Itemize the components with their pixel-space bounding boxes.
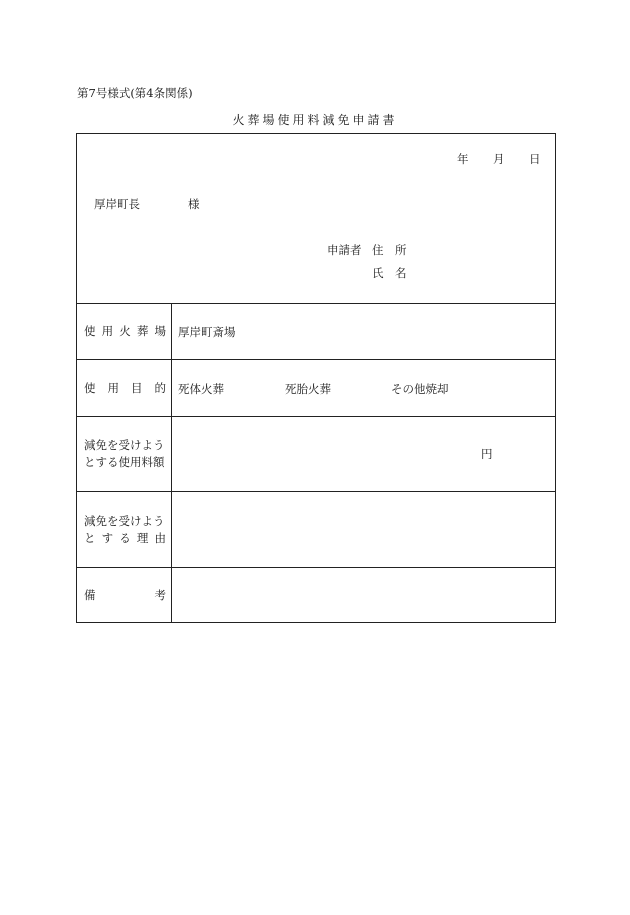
label-column-divider — [171, 303, 172, 622]
form-title: 火葬場使用料減免申請書 — [232, 113, 398, 127]
crematorium-value: 厚岸町斎場 — [178, 325, 236, 339]
row-label-purpose: 使 用 目 的 — [84, 381, 166, 395]
applicant-name-label: 氏 名 — [372, 266, 407, 280]
row-label-fee-amount: 減免を受けよう とする使用料額 — [84, 438, 165, 469]
date-day-label: 日 — [529, 152, 541, 166]
row-divider — [77, 491, 555, 492]
row-divider — [77, 359, 555, 360]
applicant-label: 申請者 — [327, 243, 362, 257]
date-month-label: 月 — [493, 152, 505, 166]
form-number: 第7号様式(第4条関係) — [77, 86, 193, 100]
addressee-honorific: 様 — [188, 197, 200, 211]
date-year-label: 年 — [457, 152, 469, 166]
row-divider — [77, 416, 555, 417]
fee-unit-yen: 円 — [481, 447, 493, 461]
purpose-option-other[interactable]: その他焼却 — [391, 382, 449, 396]
applicant-address-label: 住 所 — [372, 243, 407, 257]
row-divider — [77, 303, 555, 304]
addressee: 厚岸町長 — [94, 197, 140, 211]
row-label-crematorium: 使 用 火 葬 場 — [84, 324, 166, 338]
purpose-option-stillbirth[interactable]: 死胎火葬 — [285, 382, 331, 396]
row-label-reason: 減免を受けよう と す る 理 由 — [84, 514, 166, 545]
row-divider — [77, 567, 555, 568]
application-form-table — [76, 133, 556, 623]
row-label-remarks: 備 考 — [84, 588, 166, 602]
purpose-option-corpse[interactable]: 死体火葬 — [178, 382, 224, 396]
